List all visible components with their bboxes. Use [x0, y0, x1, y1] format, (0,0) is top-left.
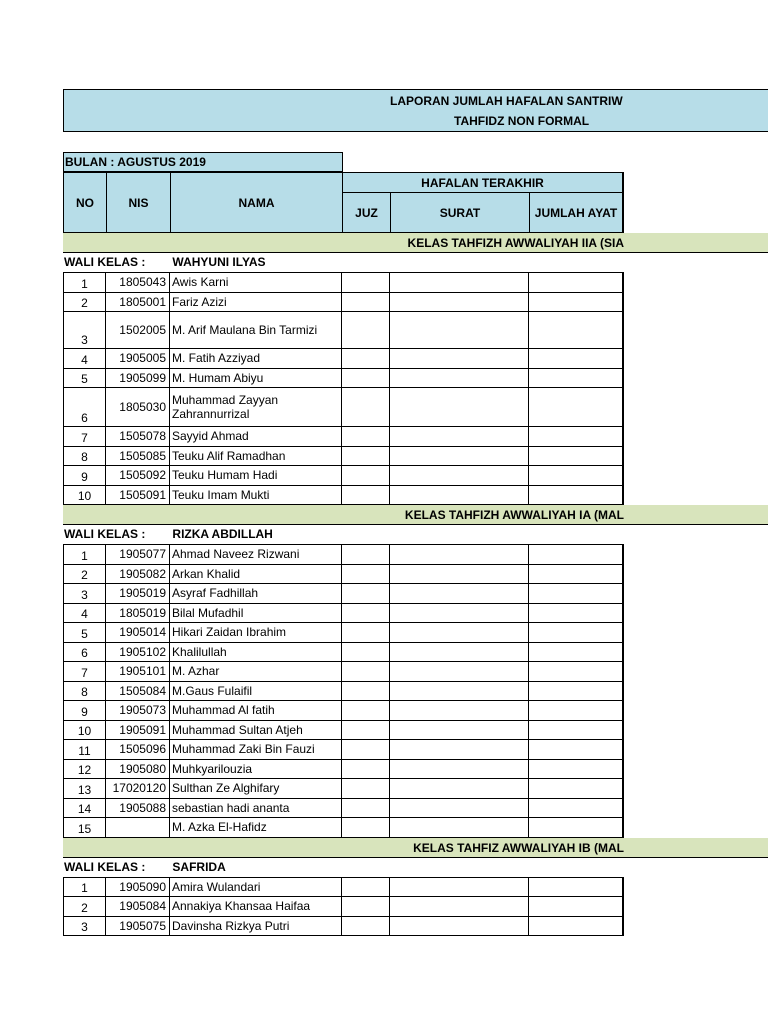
student-nis: 1905102 [106, 643, 170, 663]
student-name-text: Muhammad Zayyan Zahrannurrizal [172, 393, 279, 421]
wali-kelas-label: WALI KELAS : [64, 859, 146, 874]
report-title: LAPORAN JUMLAH HAFALAN SANTRIW [390, 94, 623, 108]
row-number: 12 [63, 760, 106, 780]
student-name: Muhammad Zaki Bin Fauzi [170, 740, 342, 760]
wali-kelas-name: WAHYUNI ILYAS [172, 255, 266, 269]
jumlah-ayat-cell [529, 447, 624, 467]
row-number: 7 [63, 427, 106, 447]
juz-cell [342, 584, 390, 604]
juz-cell [342, 878, 390, 898]
surat-cell [390, 545, 529, 565]
student-nis: 1905019 [106, 584, 170, 604]
jumlah-ayat-cell [529, 740, 624, 760]
report-title-box [63, 89, 768, 132]
student-nis: 1505092 [106, 466, 170, 486]
surat-cell [390, 349, 529, 369]
row-number: 10 [63, 721, 106, 741]
student-name: Arkan Khalid [170, 565, 342, 585]
student-nis: 1505084 [106, 682, 170, 702]
surat-cell [390, 466, 529, 486]
class-name: KELAS TAHFIZH AWWALIYAH IIA (SIA [407, 236, 624, 250]
student-nis: 1905075 [106, 917, 170, 937]
surat-cell [390, 897, 529, 917]
table-row [63, 721, 624, 741]
row-number: 9 [63, 701, 106, 721]
jumlah-ayat-cell [529, 760, 624, 780]
row-number: 13 [63, 779, 106, 799]
table-row [63, 293, 624, 313]
row-number: 1 [63, 878, 106, 898]
table-row [63, 447, 624, 467]
juz-cell [342, 760, 390, 780]
student-nis: 1805030 [106, 388, 170, 427]
row-number: 2 [63, 293, 106, 313]
juz-cell [342, 682, 390, 702]
student-name: Teuku Imam Mukti [170, 486, 342, 506]
juz-cell [342, 917, 390, 937]
surat-cell [390, 486, 529, 506]
student-name: Sayyid Ahmad [170, 427, 342, 447]
student-name: Teuku Humam Hadi [170, 466, 342, 486]
header-nama: NAMA [170, 172, 343, 233]
row-number: 8 [63, 682, 106, 702]
row-number: 1 [63, 273, 106, 293]
jumlah-ayat-cell [529, 897, 624, 917]
jumlah-ayat-cell [529, 779, 624, 799]
juz-cell [342, 427, 390, 447]
juz-cell [342, 369, 390, 389]
wali-kelas-name: RIZKA ABDILLAH [172, 527, 273, 541]
table-row [63, 584, 624, 604]
student-nis: 1805043 [106, 273, 170, 293]
header-juz: JUZ [342, 192, 391, 233]
jumlah-ayat-cell [529, 818, 624, 838]
jumlah-ayat-cell [529, 662, 624, 682]
student-nis: 1905080 [106, 760, 170, 780]
student-nis: 1505091 [106, 486, 170, 506]
student-nis: 1905073 [106, 701, 170, 721]
juz-cell [342, 565, 390, 585]
surat-cell [390, 682, 529, 702]
row-number: 11 [63, 740, 106, 760]
class-section-header [63, 233, 768, 253]
row-number: 14 [63, 799, 106, 819]
table-row [63, 486, 624, 506]
surat-cell [390, 388, 529, 427]
table-row [63, 312, 624, 349]
student-name: Davinsha Rizkya Putri [170, 917, 342, 937]
table-row [63, 917, 624, 937]
wali-kelas-label: WALI KELAS : [64, 527, 146, 541]
student-nis: 1805001 [106, 293, 170, 313]
student-name: Awis Karni [170, 273, 342, 293]
jumlah-ayat-cell [529, 545, 624, 565]
juz-cell [342, 740, 390, 760]
surat-cell [390, 273, 529, 293]
report-subtitle: TAHFIDZ NON FORMAL [454, 114, 590, 128]
student-table [63, 233, 624, 936]
student-nis: 1905082 [106, 565, 170, 585]
student-nis: 1905084 [106, 897, 170, 917]
student-name: Annakiya Khansaa Haifaa [170, 897, 342, 917]
surat-cell [390, 447, 529, 467]
row-number: 5 [63, 369, 106, 389]
table-row [63, 643, 624, 663]
juz-cell [342, 701, 390, 721]
class-name: KELAS TAHFIZ AWWALIYAH IB (MAL [413, 840, 624, 855]
student-nis: 1905099 [106, 369, 170, 389]
surat-cell [390, 312, 529, 349]
student-name: M. Azka El-Hafidz [170, 818, 342, 838]
student-nis [106, 818, 170, 838]
row-number: 5 [63, 623, 106, 643]
jumlah-ayat-cell [529, 584, 624, 604]
jumlah-ayat-cell [529, 799, 624, 819]
surat-cell [390, 779, 529, 799]
surat-cell [390, 721, 529, 741]
student-nis: 1505085 [106, 447, 170, 467]
student-nis: 1905091 [106, 721, 170, 741]
jumlah-ayat-cell [529, 427, 624, 447]
juz-cell [342, 721, 390, 741]
surat-cell [390, 369, 529, 389]
header-surat: SURAT [390, 192, 530, 233]
student-nis: 1905077 [106, 545, 170, 565]
jumlah-ayat-cell [529, 701, 624, 721]
row-number: 3 [63, 584, 106, 604]
surat-cell [390, 799, 529, 819]
class-section-header [63, 838, 768, 858]
juz-cell [342, 293, 390, 313]
jumlah-ayat-cell [529, 388, 624, 427]
student-nis: 1905088 [106, 799, 170, 819]
student-name: M.Gaus Fulaifil [170, 682, 342, 702]
student-name: Muhkyarilouzia [170, 760, 342, 780]
table-row [63, 565, 624, 585]
surat-cell [390, 565, 529, 585]
jumlah-ayat-cell [529, 312, 624, 349]
jumlah-ayat-cell [529, 721, 624, 741]
student-nis: 1905101 [106, 662, 170, 682]
header-jumlah-ayat: JUMLAH AYAT [529, 192, 624, 233]
student-name: Khalilullah [170, 643, 342, 663]
jumlah-ayat-cell [529, 917, 624, 937]
surat-cell [390, 701, 529, 721]
jumlah-ayat-cell [529, 565, 624, 585]
student-name: Fariz Azizi [170, 293, 342, 313]
jumlah-ayat-cell [529, 293, 624, 313]
jumlah-ayat-cell [529, 273, 624, 293]
row-number: 10 [63, 486, 106, 506]
surat-cell [390, 643, 529, 663]
juz-cell [342, 799, 390, 819]
wali-kelas-label: WALI KELAS : [64, 255, 146, 269]
juz-cell [342, 273, 390, 293]
table-row [63, 623, 624, 643]
jumlah-ayat-cell [529, 604, 624, 624]
jumlah-ayat-cell [529, 682, 624, 702]
juz-cell [342, 447, 390, 467]
row-number: 8 [63, 447, 106, 467]
table-row [63, 466, 624, 486]
table-row [63, 388, 624, 427]
student-name [170, 312, 342, 349]
jumlah-ayat-cell [529, 486, 624, 506]
wali-kelas-row [63, 525, 624, 545]
row-number: 1 [63, 545, 106, 565]
wali-kelas-row [63, 858, 624, 878]
surat-cell [390, 427, 529, 447]
month-label: BULAN : AGUSTUS 2019 [63, 152, 343, 172]
table-row [63, 897, 624, 917]
student-name: Hikari Zaidan Ibrahim [170, 623, 342, 643]
student-name: Ahmad Naveez Rizwani [170, 545, 342, 565]
student-name [170, 388, 342, 427]
table-row [63, 760, 624, 780]
surat-cell [390, 740, 529, 760]
surat-cell [390, 878, 529, 898]
jumlah-ayat-cell [529, 349, 624, 369]
jumlah-ayat-cell [529, 369, 624, 389]
jumlah-ayat-cell [529, 623, 624, 643]
table-row [63, 349, 624, 369]
student-nis: 1905090 [106, 878, 170, 898]
wali-kelas-name: SAFRIDA [172, 859, 226, 874]
juz-cell [342, 897, 390, 917]
surat-cell [390, 760, 529, 780]
class-name: KELAS TAHFIZH AWWALIYAH IA (MAL [404, 508, 624, 522]
table-row [63, 799, 624, 819]
student-nis: 17020120 [106, 779, 170, 799]
row-number: 2 [63, 565, 106, 585]
student-name: sebastian hadi ananta [170, 799, 342, 819]
row-number: 2 [63, 897, 106, 917]
student-name: M. Azhar [170, 662, 342, 682]
student-name: Asyraf Fadhillah [170, 584, 342, 604]
student-name: M. Humam Abiyu [170, 369, 342, 389]
jumlah-ayat-cell [529, 466, 624, 486]
row-number: 3 [63, 312, 106, 349]
surat-cell [390, 662, 529, 682]
surat-cell [390, 917, 529, 937]
student-nis: 1805019 [106, 604, 170, 624]
student-name-text: M. Arif Maulana Bin Tarmizi [172, 323, 318, 337]
table-row [63, 369, 624, 389]
student-nis: 1905005 [106, 349, 170, 369]
student-name: Teuku Alif Ramadhan [170, 447, 342, 467]
student-nis: 1502005 [106, 312, 170, 349]
juz-cell [342, 312, 390, 349]
student-name: Amira Wulandari [170, 878, 342, 898]
table-row [63, 273, 624, 293]
row-number: 7 [63, 662, 106, 682]
header-no: NO [63, 172, 107, 233]
jumlah-ayat-cell [529, 643, 624, 663]
header-hafalan-terakhir: HAFALAN TERAKHIR [342, 172, 624, 193]
juz-cell [342, 486, 390, 506]
row-number: 9 [63, 466, 106, 486]
juz-cell [342, 779, 390, 799]
student-nis: 1905014 [106, 623, 170, 643]
juz-cell [342, 466, 390, 486]
table-row [63, 818, 624, 838]
surat-cell [390, 293, 529, 313]
table-row [63, 701, 624, 721]
surat-cell [390, 818, 529, 838]
table-row [63, 878, 624, 898]
student-nis: 1505078 [106, 427, 170, 447]
student-name: M. Fatih Azziyad [170, 349, 342, 369]
table-row [63, 545, 624, 565]
row-number: 6 [63, 388, 106, 427]
header-nis: NIS [106, 172, 171, 233]
wali-kelas-row [63, 253, 624, 273]
row-number: 4 [63, 604, 106, 624]
juz-cell [342, 545, 390, 565]
student-name: Muhammad Al fatih [170, 701, 342, 721]
row-number: 15 [63, 818, 106, 838]
surat-cell [390, 604, 529, 624]
row-number: 3 [63, 917, 106, 937]
table-row [63, 682, 624, 702]
row-number: 4 [63, 349, 106, 369]
student-nis: 1505096 [106, 740, 170, 760]
juz-cell [342, 643, 390, 663]
juz-cell [342, 818, 390, 838]
surat-cell [390, 584, 529, 604]
juz-cell [342, 604, 390, 624]
table-row [63, 662, 624, 682]
surat-cell [390, 623, 529, 643]
juz-cell [342, 623, 390, 643]
juz-cell [342, 388, 390, 427]
table-row [63, 740, 624, 760]
row-number: 6 [63, 643, 106, 663]
student-name: Muhammad Sultan Atjeh [170, 721, 342, 741]
juz-cell [342, 662, 390, 682]
table-row [63, 604, 624, 624]
class-section-header [63, 505, 768, 525]
student-name: Sulthan Ze Alghifary [170, 779, 342, 799]
table-row [63, 779, 624, 799]
table-row [63, 427, 624, 447]
student-name: Bilal Mufadhil [170, 604, 342, 624]
jumlah-ayat-cell [529, 878, 624, 898]
juz-cell [342, 349, 390, 369]
